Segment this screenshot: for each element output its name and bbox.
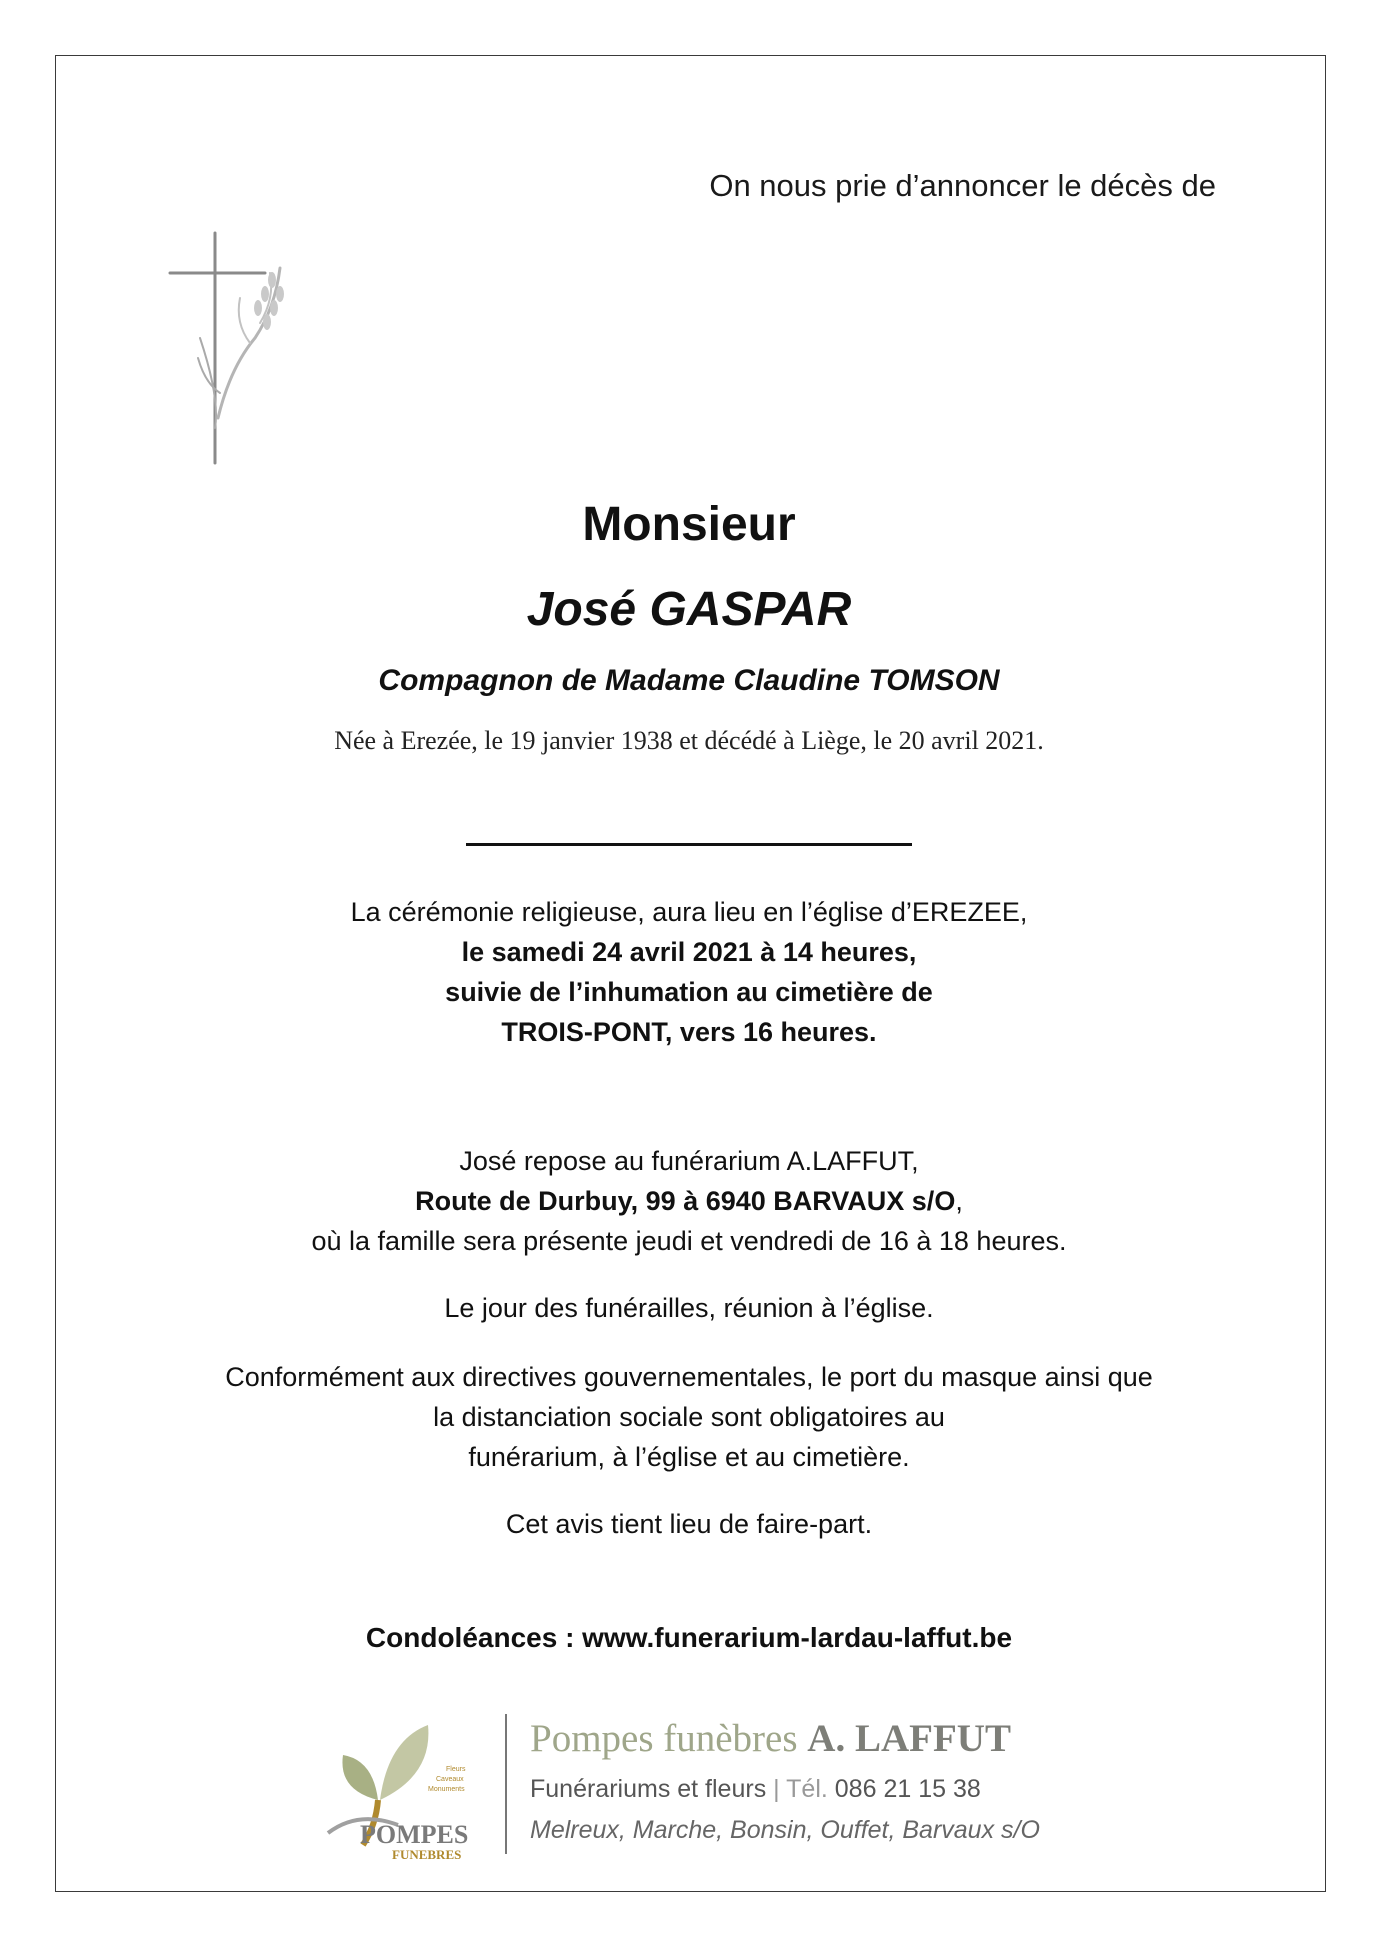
mask-line: la distanciation sociale sont obligatoires au bbox=[433, 1402, 945, 1432]
ceremony-date: le samedi 24 avril 2021 à 14 heures, bbox=[461, 937, 917, 967]
funerarium-block bbox=[0, 1141, 1378, 1261]
ceremony-burial: suivie de l’inhumation au cimetière de bbox=[445, 977, 933, 1007]
company-services: Funérariums et fleurs bbox=[530, 1775, 767, 1803]
companion-line: Compagnon de Madame Claudine TOMSON bbox=[378, 664, 1000, 697]
company-name: A. LAFFUT bbox=[807, 1717, 1011, 1760]
intro-text: On nous prie d’annoncer le décès de bbox=[709, 168, 1216, 203]
reunion-line: Le jour des funérailles, réunion à l’église. bbox=[444, 1293, 934, 1323]
logo-small-1: Fleurs bbox=[446, 1766, 466, 1773]
company-title bbox=[530, 1716, 1040, 1761]
mask-block bbox=[0, 1357, 1378, 1477]
logo-word-pompes: POMPES bbox=[360, 1820, 469, 1849]
cross-wheat-icon bbox=[160, 228, 310, 468]
funerarium-address-line bbox=[0, 1181, 1378, 1221]
ceremony-block bbox=[0, 892, 1378, 1052]
funerarium-line: José repose au funérarium A.LAFFUT, bbox=[459, 1146, 919, 1176]
birth-death-line: Née à Erezée, le 19 janvier 1938 et décédé à Liège, le 20 avril 2021. bbox=[334, 726, 1044, 755]
footer-divider bbox=[505, 1714, 507, 1854]
mask-line: Conformément aux directives gouvernementales, le port du masque ainsi que bbox=[225, 1362, 1153, 1392]
company-locations: Melreux, Marche, Bonsin, Ouffet, Barvaux s/O bbox=[530, 1816, 1040, 1844]
notice-title: Monsieur bbox=[582, 498, 796, 551]
phone-label: | Tél. bbox=[773, 1775, 828, 1803]
ceremony-line: La cérémonie religieuse, aura lieu en l’église d’EREZEE, bbox=[350, 897, 1028, 927]
pompes-funebres-logo bbox=[318, 1715, 498, 1865]
mask-line: funérarium, à l’église et au cimetière. bbox=[468, 1442, 910, 1472]
logo-word-funebres: FUNEBRES bbox=[392, 1847, 462, 1862]
funerarium-address: Route de Durbuy, 99 à 6940 BARVAUX s/O bbox=[415, 1186, 956, 1216]
logo-small-2: Caveaux bbox=[436, 1776, 464, 1783]
condolences-link[interactable]: Condoléances : www.funerarium-lardau-laffut.be bbox=[365, 1622, 1013, 1653]
footer-company bbox=[530, 1716, 1040, 1845]
ceremony-burial-place: TROIS-PONT, vers 16 heures. bbox=[501, 1017, 877, 1047]
address-comma: , bbox=[955, 1186, 963, 1216]
company-prefix: Pompes funèbres bbox=[530, 1717, 798, 1760]
visiting-hours: où la famille sera présente jeudi et vendredi de 16 à 18 heures. bbox=[311, 1226, 1067, 1256]
logo-small-3: Monuments bbox=[428, 1786, 465, 1793]
divider-rule bbox=[466, 843, 912, 846]
company-phone: 086 21 15 38 bbox=[834, 1775, 981, 1803]
company-services-line bbox=[530, 1775, 1040, 1804]
faire-part-line: Cet avis tient lieu de faire-part. bbox=[505, 1509, 873, 1539]
deceased-name: José GASPAR bbox=[526, 583, 852, 636]
